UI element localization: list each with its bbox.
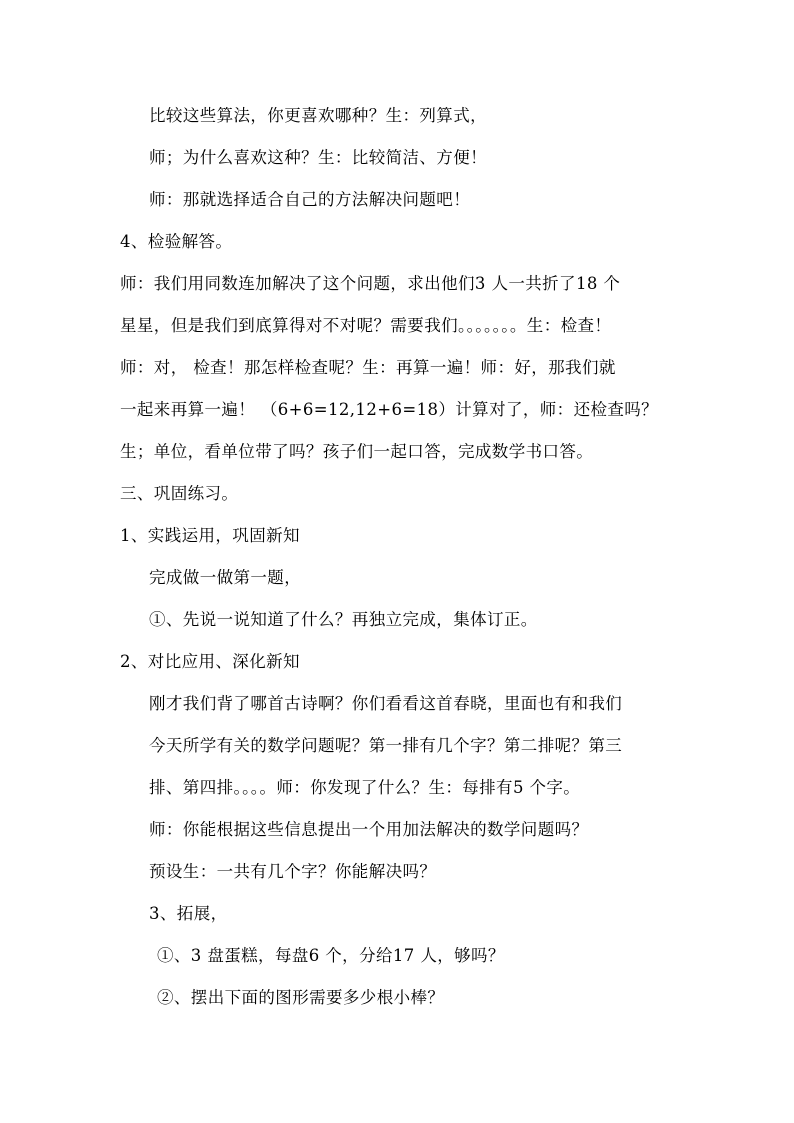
text-line-math-question: 今天所学有关的数学问题呢？第一排有几个字？第二排呢？第三	[149, 736, 623, 755]
text-line-step-one: ①、先说一说知道了什么？再独立完成，集体订正。	[149, 610, 538, 629]
text-line-units: 生；单位，看单位带了吗？孩子们一起口答，完成数学书口答。	[120, 442, 594, 461]
text-line-exercise-one: 完成做一做第一题，	[149, 568, 302, 587]
subheading-practice-apply: 1、实践运用，巩固新知	[120, 526, 300, 545]
text-line-recalculate: 一起来再算一遍！ （6+6=12,12+6=18）计算对了，师：还检查吗？	[120, 400, 659, 419]
text-line-ask-question: 师：你能根据这些信息提出一个用加法解决的数学问题吗？	[149, 820, 589, 839]
text-line-check-correct: 星星，但是我们到底算得对不对呢？需要我们。。。。。。。生：检查！	[120, 316, 612, 335]
text-line-sticks-problem: ②、摆出下面的图形需要多少根小棒？	[157, 988, 445, 1007]
text-line-poem: 刚才我们背了哪首古诗啊？你们看看这首春晓，里面也有和我们	[149, 694, 623, 713]
text-line-preset: 预设生：一共有几个字？你能解决吗？	[149, 862, 437, 881]
subheading-compare-apply: 2、对比应用、深化新知	[120, 652, 300, 671]
text-line-cake-problem: ①、3 盘蛋糕，每盘6 个，分给17 人，够吗？	[157, 946, 505, 965]
section-heading-verify: 4、检验解答。	[120, 232, 233, 251]
text-line-how-check: 师：对， 检查！那怎样检查呢？生：再算一遍！师：好，那我们就	[120, 358, 616, 377]
subheading-extension: 3、拓展，	[149, 904, 228, 923]
section-heading-practice: 三、巩固练习。	[120, 484, 239, 503]
text-line-repeated-addition: 师：我们用同数连加解决了这个问题，求出他们3 人一共折了18 个	[120, 274, 621, 293]
text-line-why-like: 师；为什么喜欢这种？生：比较简洁、方便！	[149, 148, 487, 167]
text-line-compare-methods: 比较这些算法，你更喜欢哪种？生：列算式，	[149, 106, 487, 125]
text-line-five-chars: 排、第四排。。。。师：你发现了什么？生：每排有5 个字。	[149, 778, 581, 797]
text-line-choose-method: 师：那就选择适合自己的方法解决问题吧！	[149, 190, 471, 209]
